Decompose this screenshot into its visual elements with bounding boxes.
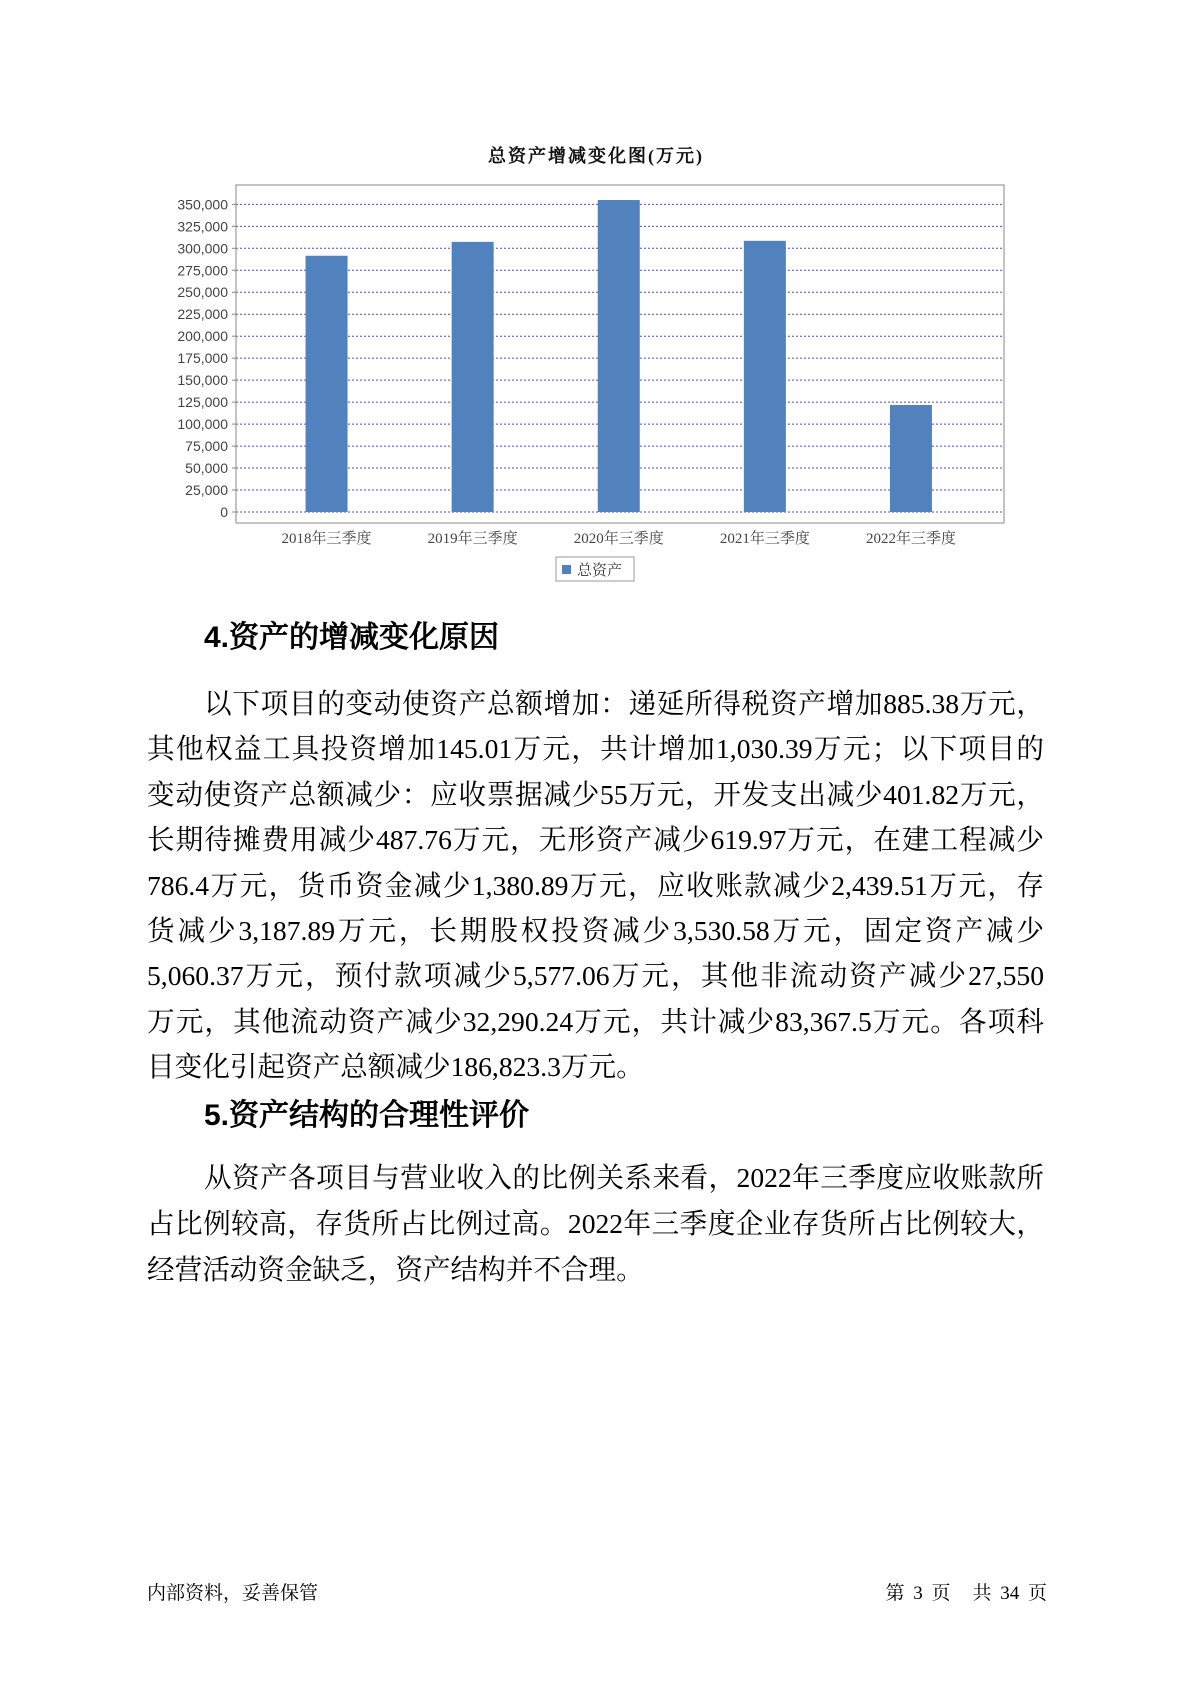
paragraph-line: 占比例较高，存货所占比例过高。2022年三季度企业存货所占比例较大， bbox=[147, 1208, 1044, 1239]
y-tick-label: 225,000 bbox=[177, 306, 228, 323]
legend bbox=[556, 557, 634, 581]
y-tick-label: 200,000 bbox=[177, 328, 228, 345]
x-tick-label: 2019年三季度 bbox=[427, 531, 518, 547]
x-tick-label: 2020年三季度 bbox=[573, 531, 664, 547]
y-tick-label: 250,000 bbox=[177, 284, 228, 301]
bar bbox=[598, 200, 640, 512]
bar bbox=[306, 256, 348, 512]
paragraph-line: 变动使资产总额减少：应收票据减少55万元，开发支出减少401.82万元， bbox=[147, 778, 1044, 810]
page-number bbox=[885, 1582, 1047, 1606]
paragraph-line: 经营活动资金缺乏，资产结构并不合理。 bbox=[147, 1254, 644, 1285]
y-tick-label: 25,000 bbox=[185, 482, 228, 499]
legend-swatch bbox=[562, 565, 571, 574]
y-tick-label: 75,000 bbox=[185, 438, 228, 455]
y-tick-label: 275,000 bbox=[177, 262, 228, 279]
y-tick-label: 125,000 bbox=[177, 394, 228, 411]
paragraph-line: 货减少3,187.89万元，长期股权投资减少3,530.58万元，固定资产减少 bbox=[147, 914, 1044, 946]
current-page-label: 第 3 页 bbox=[885, 1583, 951, 1604]
paragraph-line: 786.4万元，货币资金减少1,380.89万元，应收账款减少2,439.51万元，存 bbox=[147, 869, 1044, 901]
total-pages-label: 共 34 页 bbox=[972, 1583, 1047, 1604]
section-heading: 5.资产结构的合理性评价 bbox=[204, 1099, 530, 1132]
y-tick-label: 50,000 bbox=[185, 460, 228, 477]
paragraph-line: 以下项目的变动使资产总额增加：递延所得税资产增加885.38万元， bbox=[204, 688, 1044, 719]
total-assets-bar-chart bbox=[0, 0, 1191, 600]
bar bbox=[744, 241, 786, 512]
chart-title: 总资产增减变化图(万元) bbox=[488, 146, 704, 166]
paragraph-line: 目变化引起资产总额减少186,823.3万元。 bbox=[147, 1051, 644, 1083]
x-tick-label: 2021年三季度 bbox=[719, 531, 810, 547]
x-tick-label: 2018年三季度 bbox=[281, 531, 372, 547]
paragraph bbox=[147, 681, 1044, 1090]
legend-label: 总资产 bbox=[577, 563, 623, 579]
bar bbox=[452, 242, 494, 512]
y-tick-label: 300,000 bbox=[177, 240, 228, 257]
paragraph-line: 从资产各项目与营业收入的比例关系来看，2022年三季度应收账款所 bbox=[204, 1162, 1044, 1193]
y-tick-label: 100,000 bbox=[177, 416, 228, 433]
paragraph-line: 其他权益工具投资增加145.01万元，共计增加1,030.39万元；以下项目的 bbox=[147, 733, 1044, 765]
y-axis bbox=[177, 196, 236, 520]
y-tick-label: 150,000 bbox=[177, 372, 228, 389]
y-tick-label: 175,000 bbox=[177, 350, 228, 367]
footer-note: 内部资料，妥善保管 bbox=[147, 1583, 319, 1604]
y-tick-label: 350,000 bbox=[177, 196, 228, 213]
y-tick-label: 325,000 bbox=[177, 218, 228, 235]
paragraph bbox=[147, 1155, 1044, 1293]
bar bbox=[890, 405, 932, 512]
x-axis bbox=[282, 529, 956, 547]
paragraph-line: 长期待摊费用减少487.76万元，无形资产减少619.97万元，在建工程减少 bbox=[147, 824, 1044, 856]
paragraph-line: 5,060.37万元，预付款项减少5,577.06万元，其他非流动资产减少27,550 bbox=[147, 960, 1044, 992]
x-tick-label: 2022年三季度 bbox=[865, 531, 956, 547]
paragraph-line: 万元，其他流动资产减少32,290.24万元，共计减少83,367.5万元。各项科 bbox=[147, 1005, 1044, 1037]
y-tick-label: 0 bbox=[220, 504, 228, 520]
section-heading: 4.资产的增减变化原因 bbox=[204, 621, 500, 654]
